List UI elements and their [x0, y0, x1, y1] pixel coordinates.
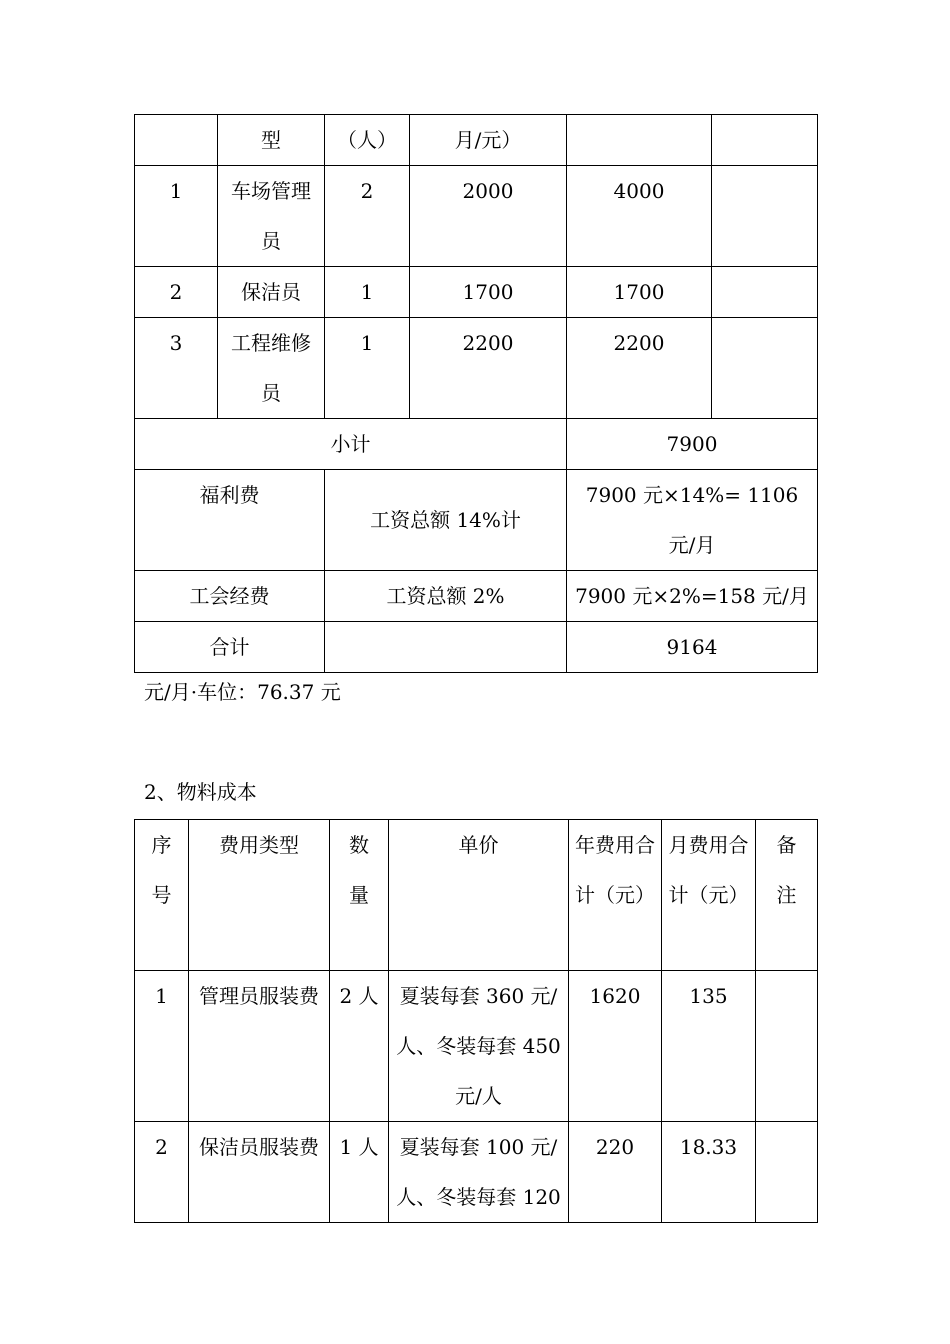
header-cell: （人） [325, 115, 410, 166]
header-cell: 月费用合计（元） [662, 820, 756, 971]
headcount: 1 [325, 267, 410, 318]
header-cell: 单价 [389, 820, 569, 971]
remark [756, 971, 818, 1122]
total-value: 9164 [567, 622, 818, 673]
header-cell: 型 [218, 115, 325, 166]
section-title: 2、物料成本 [144, 780, 257, 804]
remark [712, 267, 818, 318]
annual-cost: 220 [569, 1122, 662, 1223]
union-fee-label: 工会经费 [135, 571, 325, 622]
header-cell [567, 115, 712, 166]
cost-type: 管理员服装费 [189, 971, 330, 1122]
table-row [135, 318, 818, 419]
subtotal-label: 小计 [135, 419, 567, 470]
union-fee-row [135, 571, 818, 622]
monthly-salary: 1700 [410, 267, 567, 318]
welfare-label: 福利费 [135, 470, 325, 571]
position-name: 保洁员 [218, 267, 325, 318]
remark [756, 1122, 818, 1223]
monthly-salary: 2200 [410, 318, 567, 419]
staff-cost-table [134, 114, 818, 673]
header-cell: 数量 [330, 820, 389, 971]
monthly-cost: 18.33 [662, 1122, 756, 1223]
row-number: 3 [135, 318, 218, 419]
union-fee-basis: 工资总额 2% [325, 571, 567, 622]
header-cell: 月/元） [410, 115, 567, 166]
quantity: 1 人 [330, 1122, 389, 1223]
table-row [135, 1122, 818, 1223]
header-cell: 序号 [135, 820, 189, 971]
header-cell [712, 115, 818, 166]
table-row [135, 267, 818, 318]
subtotal-value: 7900 [567, 419, 818, 470]
table-row [135, 971, 818, 1122]
row-number: 2 [135, 267, 218, 318]
position-name: 工程维修员 [218, 318, 325, 419]
header-cell: 年费用合计（元） [569, 820, 662, 971]
header-cell: 备注 [756, 820, 818, 971]
welfare-value: 7900 元×14%= 1106 元/月 [567, 470, 818, 571]
monthly-cost: 135 [662, 971, 756, 1122]
table-row [135, 166, 818, 267]
total-basis [325, 622, 567, 673]
unit-price: 夏装每套 360 元/人、冬装每套 450 元/人 [389, 971, 569, 1122]
row-total: 4000 [567, 166, 712, 267]
monthly-salary: 2000 [410, 166, 567, 267]
remark [712, 318, 818, 419]
position-name: 车场管理员 [218, 166, 325, 267]
table-header-row [135, 820, 818, 971]
remark [712, 166, 818, 267]
welfare-row [135, 470, 818, 571]
total-label: 合计 [135, 622, 325, 673]
header-cell [135, 115, 218, 166]
unit-price: 夏装每套 100 元/人、冬装每套 120 [389, 1122, 569, 1223]
material-cost-table [134, 819, 818, 1223]
quantity: 2 人 [330, 971, 389, 1122]
row-total: 2200 [567, 318, 712, 419]
table-header-row [135, 115, 818, 166]
cost-type: 保洁员服装费 [189, 1122, 330, 1223]
headcount: 1 [325, 318, 410, 419]
row-number: 1 [135, 166, 218, 267]
union-fee-value: 7900 元×2%=158 元/月 [567, 571, 818, 622]
cost-per-parking-space: 元/月·车位：76.37 元 [144, 680, 341, 704]
row-number: 1 [135, 971, 189, 1122]
annual-cost: 1620 [569, 971, 662, 1122]
row-number: 2 [135, 1122, 189, 1223]
welfare-basis: 工资总额 14%计 [325, 470, 567, 571]
row-total: 1700 [567, 267, 712, 318]
headcount: 2 [325, 166, 410, 267]
total-row [135, 622, 818, 673]
subtotal-row [135, 419, 818, 470]
header-cell: 费用类型 [189, 820, 330, 971]
